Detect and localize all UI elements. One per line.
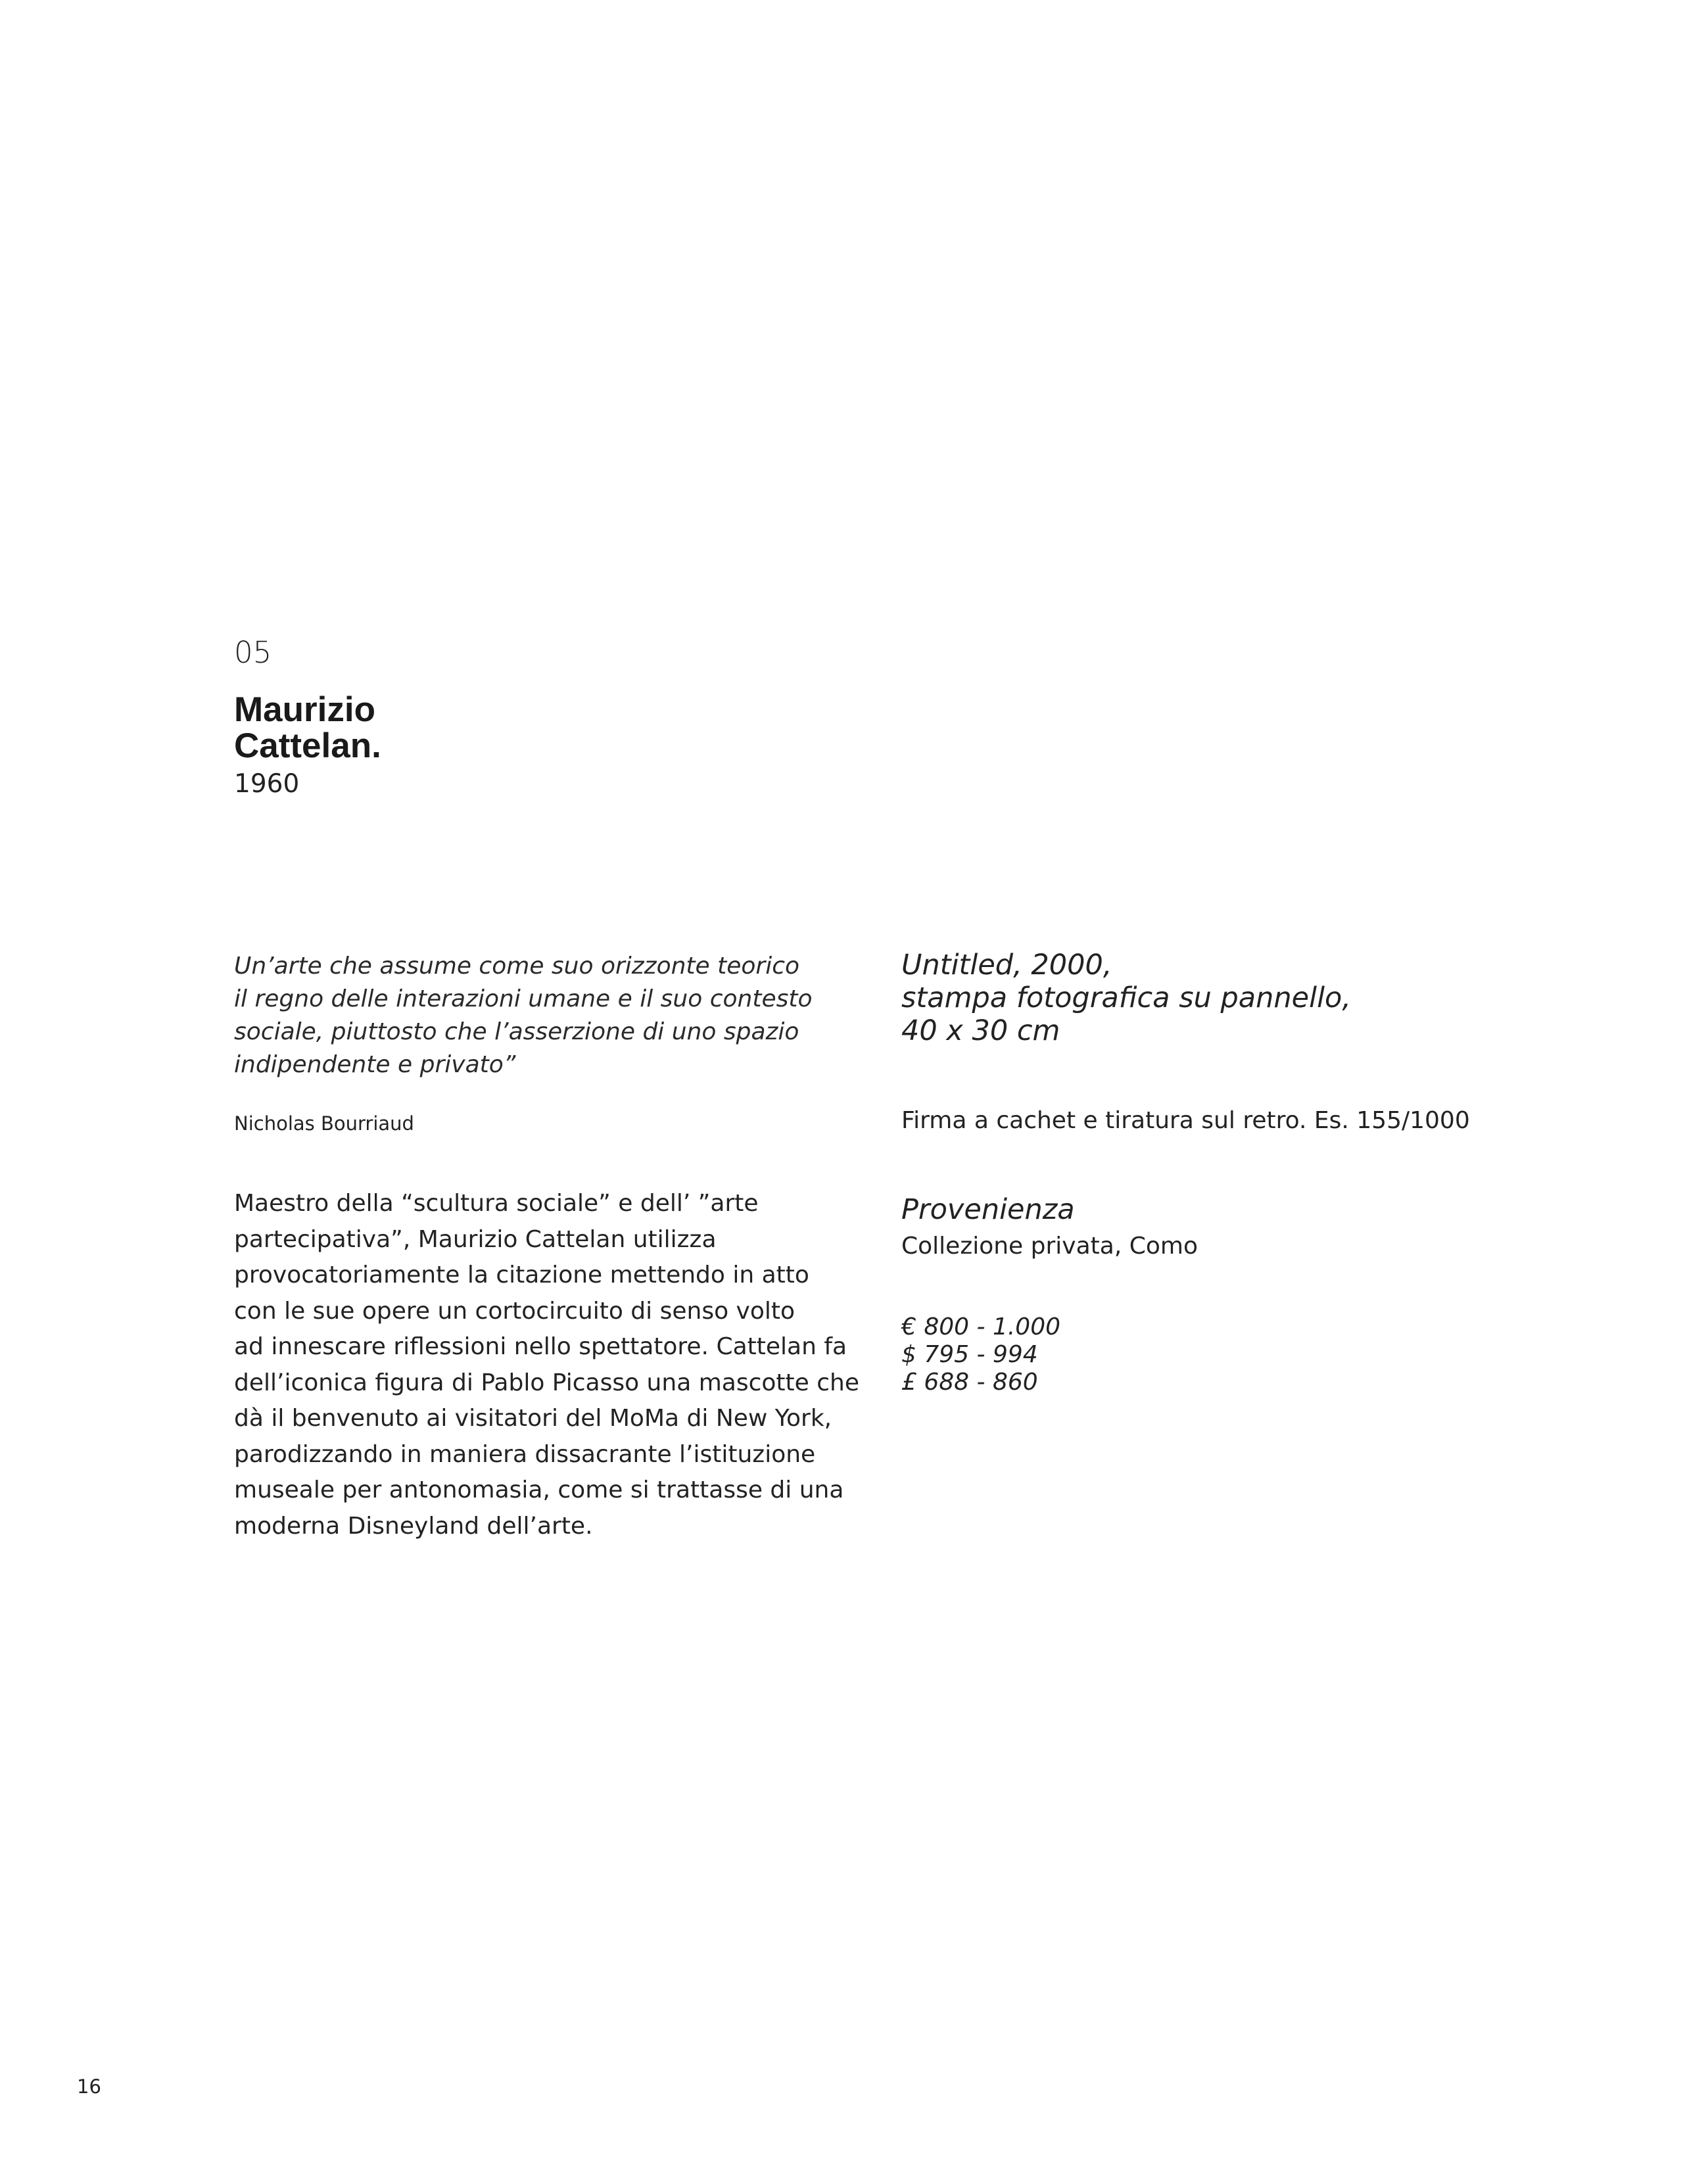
description-line: Maestro della “scultura sociale” e dell’ ”arte xyxy=(234,1190,759,1217)
quote-line: sociale, piuttosto che l’asserzione di uno spazio xyxy=(234,1018,799,1045)
provenance-label: Provenienza xyxy=(901,1193,1075,1226)
artwork-detail-line: Untitled, 2000, xyxy=(901,949,1112,981)
description-line: moderna Disneyland dell’arte. xyxy=(234,1512,593,1540)
artist-name-line: Cattelan. xyxy=(234,726,381,765)
quote-line: il regno delle interazioni umane e il suo contesto xyxy=(234,985,813,1012)
artwork-detail-line: 40 x 30 cm xyxy=(901,1014,1060,1047)
description-line: parodizzando in maniera dissacrante l’istituzione xyxy=(234,1440,816,1468)
description-line: museale per antonomasia, come si trattasse di una xyxy=(234,1477,844,1503)
estimate-gbp: £ 688 - 860 xyxy=(901,1369,1038,1396)
description-line: provocatoriamente la citazione mettendo in atto xyxy=(234,1262,809,1288)
provenance-value: Collezione privata, Como xyxy=(901,1233,1198,1260)
lot-number: 05 xyxy=(234,635,272,670)
artist-name-line: Maurizio xyxy=(234,690,375,729)
artist-name xyxy=(234,692,694,764)
description-line: con le sue opere un cortocircuito di senso volto xyxy=(234,1297,795,1325)
price-estimates xyxy=(901,1313,1060,1396)
signature-note: Firma a cachet e tiratura sul retro. Es. 155/1000 xyxy=(901,1107,1470,1134)
artist-description xyxy=(234,1186,891,1544)
artwork-detail-line: stampa fotografica su pannello, xyxy=(901,981,1351,1014)
description-line: partecipativa”, Maurizio Cattelan utilizza xyxy=(234,1225,717,1253)
description-line: dà il benvenuto ai visitatori del MoMa di New York, xyxy=(234,1405,832,1432)
artist-birth-year: 1960 xyxy=(234,769,300,799)
page-number: 16 xyxy=(77,2075,101,2098)
estimate-usd: $ 795 - 994 xyxy=(901,1341,1038,1368)
description-line: dell’iconica figura di Pablo Picasso una mascotte che xyxy=(234,1369,859,1396)
quote-line: Un’arte che assume come suo orizzonte teorico xyxy=(234,953,800,980)
artwork-details xyxy=(901,949,1625,1047)
artist-quote xyxy=(234,950,865,1081)
description-line: ad innescare riflessioni nello spettatore. Cattelan fa xyxy=(234,1333,847,1360)
quote-line: indipendente e privato” xyxy=(234,1051,516,1078)
estimate-eur: € 800 - 1.000 xyxy=(901,1313,1060,1340)
quote-author: Nicholas Bourriaud xyxy=(234,1112,414,1135)
